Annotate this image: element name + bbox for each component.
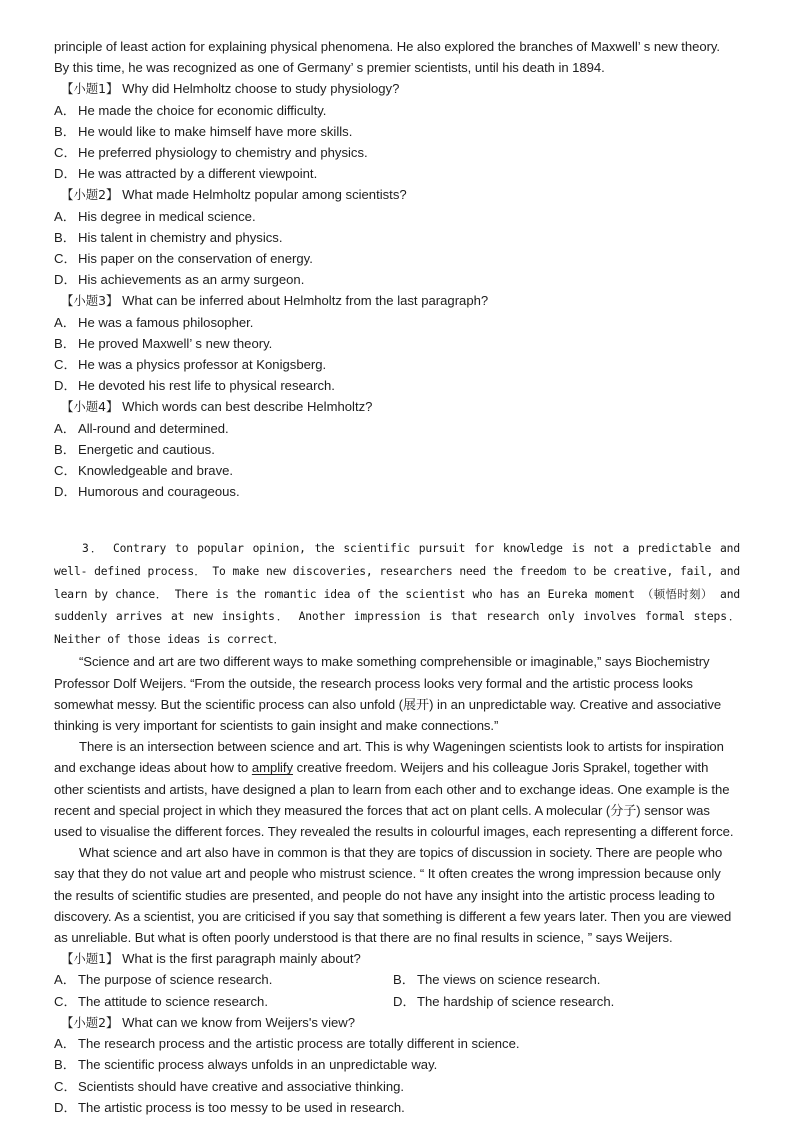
question-block-4 bbox=[54, 396, 740, 502]
option-mark: D． bbox=[54, 378, 77, 394]
option-text: Scientists should have creative and associative thinking. bbox=[78, 1078, 405, 1094]
option-mark: B． bbox=[54, 1057, 76, 1073]
option-mark: D． bbox=[393, 993, 416, 1009]
option-text: His talent in chemistry and physics. bbox=[78, 229, 283, 245]
option-text: The hardship of science research. bbox=[417, 993, 615, 1009]
question-text-2: What made Helmholtz popular among scientists? bbox=[122, 187, 407, 203]
option-text: He would like to make himself have more skills. bbox=[78, 123, 353, 139]
option-4-a[interactable] bbox=[54, 418, 740, 439]
question-text-1: Why did Helmholtz choose to study physiology? bbox=[122, 81, 400, 97]
option-text: The research process and the artistic process are totally different in science. bbox=[78, 1036, 520, 1052]
option-4-c[interactable] bbox=[54, 460, 740, 481]
option-mark: D． bbox=[54, 272, 77, 288]
question-stem-2 bbox=[54, 184, 740, 205]
p2-question-stem-2 bbox=[54, 1012, 740, 1033]
p2-option-row-2 bbox=[54, 991, 740, 1012]
option-text: He preferred physiology to chemistry and physics. bbox=[78, 145, 368, 161]
question-stem-4 bbox=[54, 396, 740, 417]
question-block-2 bbox=[54, 184, 740, 290]
page-content bbox=[54, 36, 740, 1118]
option-1-b[interactable] bbox=[54, 121, 740, 142]
option-2-d[interactable] bbox=[54, 269, 740, 290]
passage1-continuation bbox=[54, 36, 740, 78]
option-3-d[interactable] bbox=[54, 375, 740, 396]
option-mark: C． bbox=[54, 251, 77, 267]
question-label-2: 【小题2】 bbox=[61, 187, 119, 203]
option-text: Knowledgeable and brave. bbox=[78, 463, 234, 479]
question-label-4: 【小题4】 bbox=[61, 399, 119, 415]
option-mark: B． bbox=[393, 972, 415, 988]
option-mark: B． bbox=[54, 441, 76, 457]
p2-option-row-1 bbox=[54, 969, 740, 990]
option-1-d[interactable] bbox=[54, 163, 740, 184]
option-text: The purpose of science research. bbox=[78, 972, 273, 988]
option-mark: A． bbox=[54, 208, 76, 224]
option-text: The attitude to science research. bbox=[78, 993, 268, 1009]
p2-question-label-1: 【小题1】 bbox=[61, 951, 119, 967]
question-text-4: Which words can best describe Helmholtz? bbox=[122, 399, 373, 415]
question-block-3 bbox=[54, 290, 740, 396]
passage2-lead-in: 3． Contrary to popular opinion, the scientific pursuit for knowledge is not a predictable and well- defined process． To make new discoveries, researchers need the freedom to be creative, fail, and learn by chance． There is the romantic idea of the scientist who has an Eureka moment （顿悟时刻） and suddenly arrives at new insights． Another impression is that research only involves formal steps． Neither of those ideas is correct． bbox=[54, 542, 740, 646]
option-mark: D． bbox=[54, 166, 77, 182]
passage2-paragraph-2 bbox=[54, 736, 740, 842]
option-3-b[interactable] bbox=[54, 333, 740, 354]
option-mark: C． bbox=[54, 145, 77, 161]
option-text: Energetic and cautious. bbox=[78, 441, 215, 457]
option-3-c[interactable] bbox=[54, 354, 740, 375]
option-mark: C． bbox=[54, 1078, 77, 1094]
passage1-questions bbox=[54, 78, 740, 502]
option-mark: D． bbox=[54, 484, 77, 500]
passage2 bbox=[54, 538, 740, 1117]
option-text: He proved Maxwell’ s new theory. bbox=[78, 335, 273, 351]
option-mark: D． bbox=[54, 1099, 77, 1115]
passage2-paragraph-1: “Science and art are two different ways to make something comprehensible or imaginable,” says Biochemistry Professor Dolf Weijers. “From the outside, the research process looks very formal and the artistic process looks somewhat messy. But the scientific process can also unfold (展开) in an unpredictable way. Creative and associative thinking is very important for scientists to gain insight and make connections.” bbox=[54, 654, 722, 734]
option-mark: B． bbox=[54, 123, 76, 139]
option-text: He was a famous philosopher. bbox=[78, 314, 254, 330]
p2-option-2-b[interactable] bbox=[54, 1054, 740, 1075]
option-text: The artistic process is too messy to be used in research. bbox=[78, 1099, 405, 1115]
option-text: He made the choice for economic difficulty. bbox=[78, 102, 327, 118]
p2-option-2-c[interactable] bbox=[54, 1076, 740, 1097]
question-label-3: 【小题3】 bbox=[61, 293, 119, 309]
option-4-d[interactable] bbox=[54, 481, 740, 502]
paragraph-after-underline: creative freedom. Weijers and his colleague Joris Sprakel, together with other scientists and artists, have designed a plan to learn from each other and to exchange ideas. One example is the recent and special project in which they measured the forces that act on plant cells. A molecular (分子) sensor was used to visualise the different forces. They revealed the results in colourful images, each representing a different force. bbox=[54, 760, 734, 840]
option-mark: C． bbox=[54, 463, 77, 479]
p2-option-1-a[interactable] bbox=[54, 969, 393, 990]
paragraph-before-underline: There is an intersection between science and art. This is why Wageningen scientists look to artists for inspiration and exchange ideas about how to bbox=[54, 739, 724, 776]
section-spacer bbox=[54, 502, 740, 538]
option-2-a[interactable] bbox=[54, 206, 740, 227]
passage1-line-1: principle of least action for explaining physical phenomena. He also explored the branches of Maxwell’ s new theory. bbox=[54, 39, 720, 54]
option-1-a[interactable] bbox=[54, 100, 740, 121]
p2-option-1-b[interactable] bbox=[393, 969, 740, 990]
question-text-3: What can be inferred about Helmholtz from the last paragraph? bbox=[122, 293, 489, 309]
p2-option-1-d[interactable] bbox=[393, 991, 740, 1012]
option-text: His paper on the conservation of energy. bbox=[78, 251, 313, 267]
underlined-word-amplify: amplify bbox=[251, 760, 293, 776]
option-mark: B． bbox=[54, 229, 76, 245]
p2-question-text-2: What can we know from Weijers's view? bbox=[122, 1014, 356, 1030]
p2-question-block-2 bbox=[54, 1012, 740, 1118]
option-mark: A． bbox=[54, 314, 76, 330]
option-mark: C． bbox=[54, 993, 77, 1009]
p2-question-stem-1 bbox=[54, 948, 740, 969]
p2-option-1-c[interactable] bbox=[54, 991, 393, 1012]
option-text: All-round and determined. bbox=[78, 420, 229, 436]
passage2-paragraph-3: What science and art also have in common is that they are topics of discussion in society. There are people who say that they do not value art and people who mistrust science. “ It often creates the wrong impression because only the results of scientific studies are presented, and people do not have any insight into the artistic process leading to discovery. As a scientist, you are criticised if you say that something is different a few years later. Then you are viewed as unreliable. But what is often poorly understood is that there are no final results in science, ” says Weijers. bbox=[54, 845, 732, 946]
option-1-c[interactable] bbox=[54, 142, 740, 163]
option-mark: A． bbox=[54, 420, 76, 436]
p2-question-text-1: What is the first paragraph mainly about? bbox=[122, 951, 361, 967]
option-text: The scientific process always unfolds in an unpredictable way. bbox=[78, 1057, 438, 1073]
passage1-line-2: By this time, he was recognized as one of Germany’ s premier scientists, until his death in 1894. bbox=[54, 60, 605, 76]
question-stem-1 bbox=[54, 78, 740, 99]
p2-question-label-2: 【小题2】 bbox=[61, 1014, 119, 1030]
option-mark: B． bbox=[54, 335, 76, 351]
question-block-1 bbox=[54, 78, 740, 184]
option-text: He was a physics professor at Konigsberg. bbox=[78, 357, 327, 373]
option-2-c[interactable] bbox=[54, 248, 740, 269]
p2-question-block-1 bbox=[54, 948, 740, 1012]
option-mark: A． bbox=[54, 102, 76, 118]
option-text: His achievements as an army surgeon. bbox=[78, 272, 305, 288]
option-text: His degree in medical science. bbox=[78, 208, 256, 224]
question-stem-3 bbox=[54, 290, 740, 311]
option-mark: A． bbox=[54, 1036, 76, 1052]
option-text: Humorous and courageous. bbox=[78, 484, 240, 500]
option-4-b[interactable] bbox=[54, 439, 740, 460]
option-text: He was attracted by a different viewpoint. bbox=[78, 166, 318, 182]
option-2-b[interactable] bbox=[54, 227, 740, 248]
option-3-a[interactable] bbox=[54, 312, 740, 333]
option-text: He devoted his rest life to physical research. bbox=[78, 378, 335, 394]
option-text: The views on science research. bbox=[417, 972, 601, 988]
question-label-1: 【小题1】 bbox=[61, 81, 119, 97]
option-mark: A． bbox=[54, 972, 76, 988]
p2-option-2-a[interactable] bbox=[54, 1033, 740, 1054]
option-mark: C． bbox=[54, 357, 77, 373]
p2-option-2-d[interactable] bbox=[54, 1097, 740, 1118]
